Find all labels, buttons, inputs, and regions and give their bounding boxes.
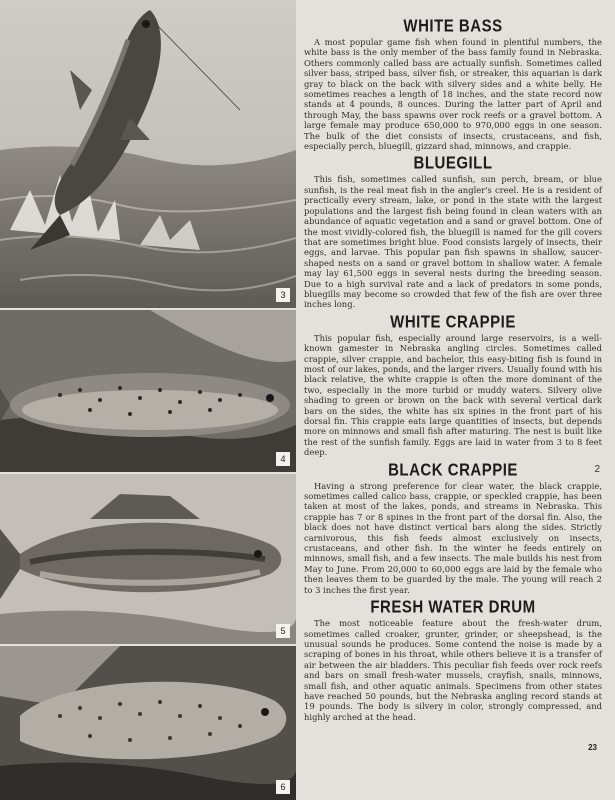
photo-number: 4: [276, 452, 290, 466]
heading-white-crappie: WHITE CRAPPIE: [390, 312, 516, 332]
photo-column: [0, 0, 296, 800]
paragraph-white-bass: A most popular game fish when found in plentiful numbers, the white bass is the only member of the bass family found in Nebraska. Others commonly called bass are actually sunfish. Sometimes called silver bass, striped bass, silver fish, or streaker, this aquarian is dark gray to black on the back with silvery sides and a white belly. He sometimes reaches a length of 18 inches, and the state record now stands at 4 pounds, 8 ounces. During the latter part of April and through May, the bass spawns over rock reefs or a gravel bottom. A large female may produce 650,000 to 970,000 eggs in one season. The bulk of the diet consists of insects, crustaceans, and fish, especially perch, bluegill, gizzard shad, minnows, and crappie.: [304, 37, 602, 152]
photo-leaping-bass: [0, 0, 296, 308]
bass-photo: [0, 474, 296, 644]
speckled-fish-photo: [0, 310, 296, 472]
heading-fresh-water-drum: FRESH WATER DRUM: [370, 597, 536, 618]
heading-bluegill: BLUEGILL: [413, 154, 493, 174]
photo-number: 6: [276, 780, 290, 794]
photo-white-crappie: [0, 310, 296, 472]
section-white-crappie: [304, 314, 602, 332]
section-fresh-water-drum: [304, 599, 602, 617]
section-bluegill: [304, 155, 602, 173]
photo-number: 3: [276, 288, 290, 302]
paragraph-bluegill: This fish, sometimes called sunfish, sun perch, bream, or blue sunfish, is the real meat fish in the angler's creel. He is a resident of practically every stream, lake, or pond in the state with the largest populations and the largest fish being found in clean waters with an abundance of aquatic vegetation and a sand or gravel bottom. One of the most vividly-colored fish, the bluegill is named for the gill covers that are sometimes bright blue. Food consists largely of insects, their eggs, and larvae. This popular pan fish spawns in shallow, saucer-shaped nests on a sand or gravel bottom in shallow water. A female may lay 61,500 eggs in several nests during the breeding season. Due to a high survival rate and a lack of predators in some ponds, bluegills may become so crowded that few of the fish are over three inches long.: [304, 174, 602, 310]
article-column: [304, 18, 602, 726]
page-number: 23: [588, 743, 597, 752]
section-white-bass: [304, 18, 602, 36]
photo-number: 5: [276, 624, 290, 638]
figure-reference: 2: [594, 463, 600, 475]
paragraph-white-crappie: This popular fish, especially around large reservoirs, is a well-known gamester in Nebraska angling circles. Sometimes called crappie, silver crappie, and bachelor, this easy-biting fish is found in most of our lakes, ponds, and the larger rivers. Usually found with his black relative, the white crappie is often the more dominant of the two, especially in the more turbid or muddy waters. Silvery olive shading to green or brown on the back with several vertical dark bars on the sides, the white has six spines in the front part of his dorsal fin. This crappie eats large quantities of insects, but depends more on minnows and small fish after maturing. The nest is built like the rest of the sunfish family. Eggs are laid in water from 3 to 8 feet deep.: [304, 332, 602, 458]
photo-fresh-water-drum: [0, 646, 296, 800]
paragraph-black-crappie: Having a strong preference for clear water, the black crappie, sometimes called calico bass, crappie, or speckled crappie, has been taken at most of the lakes, ponds, and streams in Nebraska. This crappie has 7 or 8 spines in the front part of the dorsal fin. Also, the black does not have distinct vertical bars along the sides. Strictly carnivorous, this fish feeds almost exclusively on insects, crustaceans, and other fish. In the winter he feeds entirely on minnows, small fish, and a few insects. The male builds his nest from May to June. From 20,000 to 60,000 eggs are laid by the female who then leaves them to be guarded by the male. The young will reach 2 to 3 inches the first year.: [304, 480, 602, 595]
heading-white-bass: WHITE BASS: [403, 16, 503, 37]
section-black-crappie: [304, 462, 602, 480]
heading-black-crappie: BLACK CRAPPIE: [388, 460, 518, 480]
leaping-bass-illustration: [0, 0, 296, 308]
paragraph-fresh-water-drum: The most noticeable feature about the fresh-water drum, sometimes called croaker, grunter, grinder, or sheepshead, is the unusual sounds he produces. Some contend the noise is made by a scraping of bones in his throat, while others believe it is a transfer of air between the air bladders. This peculiar fish feeds over rock reefs and bars on small fresh-water mussels, crayfish, snails, minnows, small fish, and other aquatic animals. Specimens from other states have reached 50 pounds, but the Nebraska angling record stands at 19 pounds. The body is silvery in color, strongly compressed, and highly arched at the head.: [304, 618, 602, 722]
photo-black-crappie: [0, 474, 296, 644]
drum-photo: [0, 646, 296, 800]
